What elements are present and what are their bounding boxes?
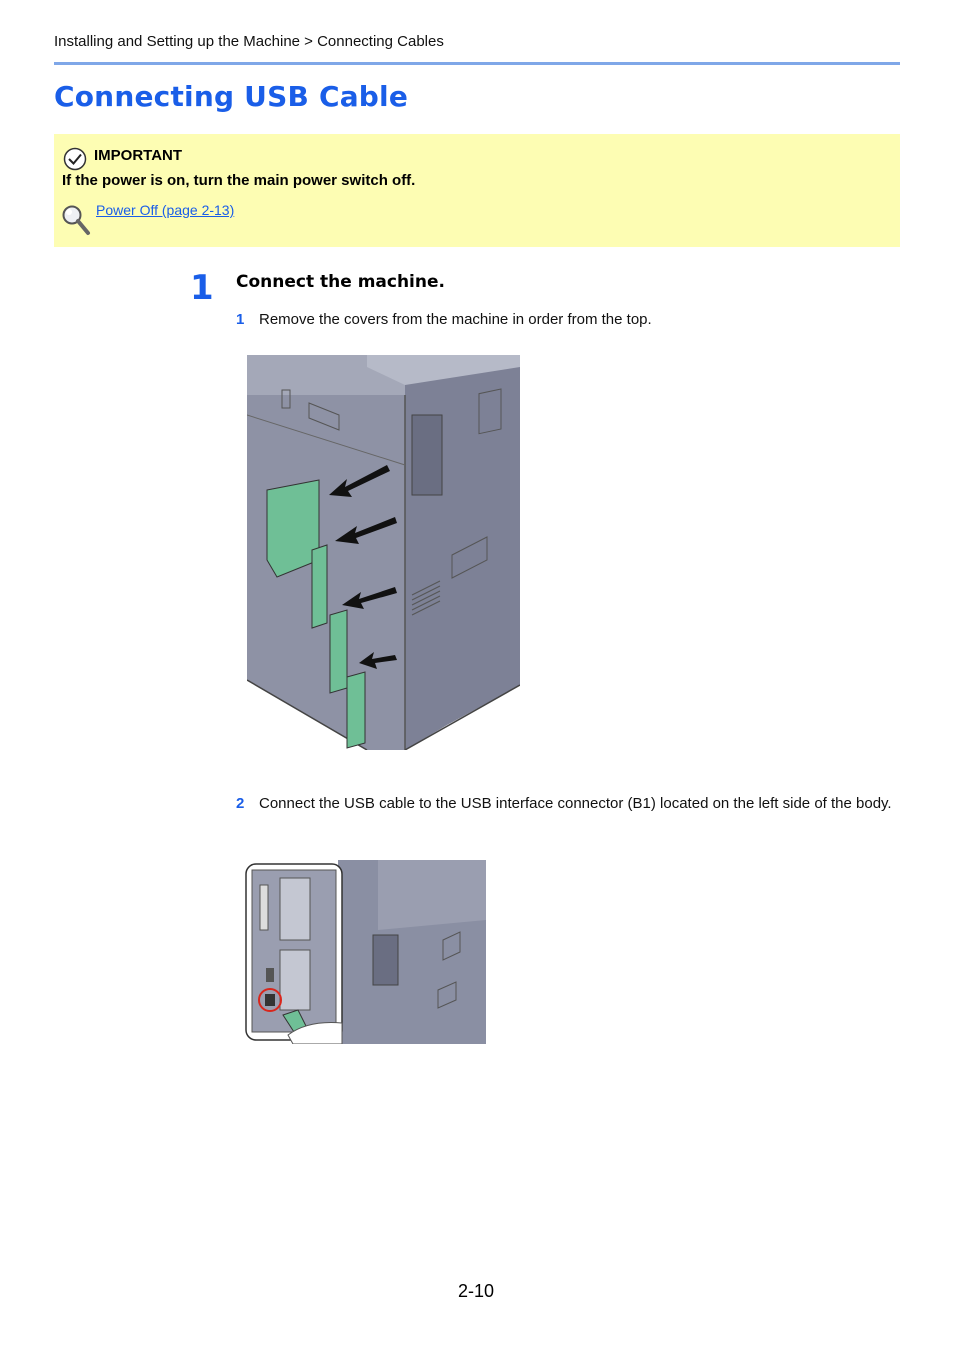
important-text: If the power is on, turn the main power switch off. [62,172,416,189]
substep-number-1: 1 [236,311,245,328]
usb-connector-illustration [238,860,486,1044]
step-number: 1 [190,268,214,308]
magnifier-icon [61,204,91,238]
remove-covers-illustration [247,355,520,750]
important-label: IMPORTANT [94,147,183,164]
page-title: Connecting USB Cable [54,80,409,113]
substep-text-2: Connect the USB cable to the USB interface connector (B1) located on the left side of the body. [259,795,892,812]
header-rule [54,62,900,65]
step-title: Connect the machine. [236,272,445,292]
power-off-link[interactable]: Power Off (page 2-13) [96,202,235,218]
substep-text-1: Remove the covers from the machine in order from the top. [259,311,652,328]
important-box [54,134,900,247]
check-icon [63,147,87,171]
substep-number-2: 2 [236,795,245,812]
page-number: 2-10 [458,1281,495,1301]
breadcrumb: Installing and Setting up the Machine > Connecting Cables [54,33,444,50]
